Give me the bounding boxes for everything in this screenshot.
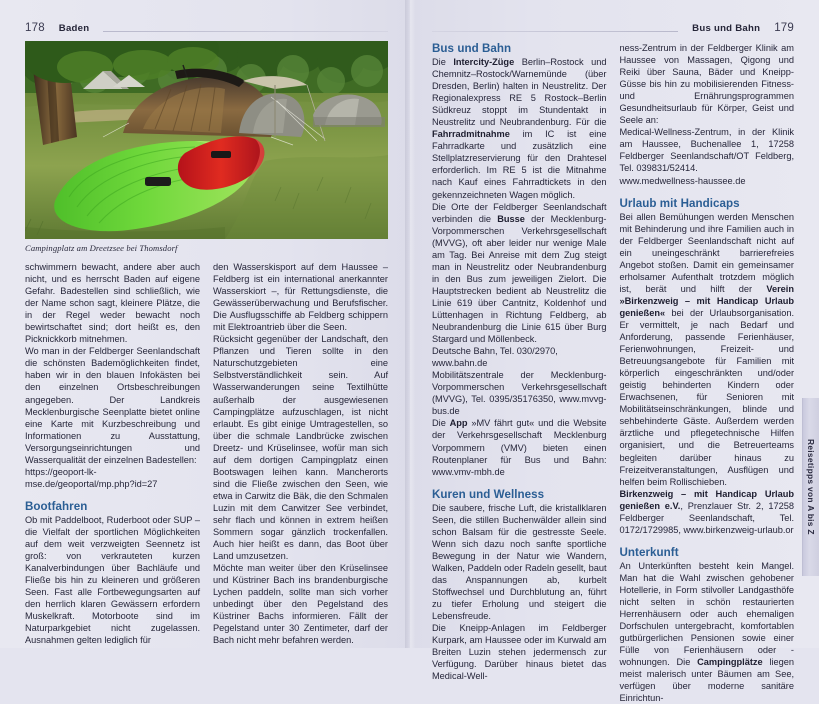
text-run: Berlin–Rostock und Chemnitz–Rostock/Warnemünde (über Dresden, Berlin) halten in Neustrelitz. Der Regionalexpress RE 5 Rostock–Berlin Südkreuz stoppt im Stundentakt in Neustrelitz und Neubrandenburg. Für die <box>432 57 607 128</box>
paragraph <box>620 560 795 704</box>
keyword-birkenzweig: Birkenzweig – mit Handicap Urlaub genießen e.V. <box>619 488 794 511</box>
text-run: Bei allen Bemühungen werden Menschen mit Behinderung und ihre Familien auch in der Feldberger Seenlandschaft nicht auf ein uneingeschränkt barrierefreies Angebot stoßen. Damit ein gemeinsamer erholsamer Aufenthalt trotzdem möglich ist, berät und hilft der <box>619 211 794 294</box>
keyword-fahrradmitnahme: Fahrradmitnahme <box>432 129 510 140</box>
camping-figure <box>25 41 388 253</box>
paragraph <box>620 211 795 488</box>
camping-photo-illustration <box>25 41 388 239</box>
left-column-1 <box>25 261 200 647</box>
text-run: An Unterkünften besteht kein Mangel. Man hat die Wahl zwischen gehobener Hotellerie, in Form stilvoller Landgasthöfe nicht selten in schön restaurierten Herrenhäusern oder auch ehemaligen Dorfschulen untergebracht, komfortablen gutbürgerlichen Pensionen sowie einer Fülle von Ferienhäusern oder -wohnungen. Die <box>619 560 794 668</box>
right-column-1 <box>432 42 607 704</box>
paragraph: Möchte man weiter über den Krüselinsee und Küstriner Bach ins brandenburgische Lychen paddeln, sollte man sich vorher unbedingt über den Pegelstand des Küstriner Bachs informieren. Fällt der Pegelstand unter 30 Zentimeter, darf der Bach nicht mehr befahren werden. <box>213 563 388 646</box>
right-column-2 <box>620 42 795 704</box>
camping-photo <box>25 41 388 239</box>
address-birkenzweig <box>620 488 795 536</box>
text-run: Die <box>432 57 454 67</box>
text-run: Die Orte der Feldberger Seenlandschaft verbinden die <box>432 201 607 224</box>
thumb-tab-reisetipps[interactable] <box>802 398 819 576</box>
keyword-intercity: Intercity-Züge <box>453 57 515 67</box>
section-heading-bootfahren: Bootfahren <box>25 499 88 513</box>
paragraph <box>432 56 607 201</box>
paragraph: ness-Zentrum in der Feldberger Klinik am Haussee von Massagen, Qigong und Reiki über Sauna, Bäder und Kneipp-Güsse bis hin zu mobilisierenden Fitness- und Ernährungsprogrammen Gesundheitsurlaub für Körper, Geist und Seele an: <box>619 43 794 126</box>
left-page-columns <box>25 261 388 647</box>
running-head-rule-right <box>432 31 678 32</box>
paragraph: Wo man in der Feldberger Seenlandschaft die schönsten Bademöglichkeiten findet, haben wir in den blauen Infokästen bei den einzelnen Ortsbeschreibungen angegeben. Der Landkreis Mecklenburgische Seenplatte bietet online eine Karte mit Kurzbeschreibung und Informationen zu Ausstattung, Versorgungseinrichtungen und Wasserqualität der einzelnen Badestellen: <box>25 346 200 465</box>
right-page <box>410 0 819 704</box>
contact-deutsche-bahn: Deutsche Bahn, Tel. 030/2970, www.bahn.de <box>432 346 558 369</box>
running-head-title-right: Bus und Bahn <box>692 23 761 35</box>
text-run: »MV fährt gut« und die Website der Verkehrsgesellschaft Mecklenburg Vorpommern (VMV) bieten einen Routenplaner für Bus und Bahn: www.vmv-mbh.de <box>432 418 607 477</box>
paragraph <box>432 201 607 346</box>
text-run: Die <box>432 418 450 429</box>
running-head-left <box>25 14 388 34</box>
keyword-busse: Busse <box>497 213 525 224</box>
keyword-verein-birkenzweig: Verein »Birkenzweig – mit Handicap Urlaub genießen« <box>619 283 794 318</box>
paragraph: den Wasserskisport auf dem Haussee – Feldberg ist ein international anerkannter Wasserskiort –, für Rettungsdienste, die Gewässerüberwachung und Berufsfischer. Die Ausflugsschiffe ab Feldberg schippern mit Elektroantrieb über die Seen. <box>213 262 388 333</box>
text-run: der Mecklenburg-Vorpommerschen Verkehrsgesellschaft (MVVG), oft aber leider nur wenige Male am Tag. Bei Anreise mit dem Zug steigt man in Neustrelitz oder Neubrandenburg in den Bus zum jeweiligen Zielort. Die Hauptstrecken bedient ab Neustrelitz die Linie 619 über Cantnitz, Koldenhof und Lüttenhagen in Richtung Feldberg, ab Neubrandenburg die Linie 615 über Burg Stargard und Möllenbeck. <box>432 213 607 345</box>
text-run: bei der Urlaubsorganisation. Er vermittelt, je nach Bedarf und Anforderung, passende Ferienhäuser, Ferienwohnungen, Freizeit- und Betreuungsangebote für Familien mit körperlich eingeschränkten und/oder geistig behinderten Kindern oder Erwachsenen, für Senioren mit Mobilitätseinschränkungen, blinde und sehbehinderte Gäste. Außerdem werden ärztliche und pflegetechnische Hilfen organisiert, und die Betreuerteams begleiten darüber hinaus zu Freizeitveranstaltungen, Ausflügen und helfen beim Rollischieben. <box>619 307 794 487</box>
paragraph: Rücksicht gegenüber der Landschaft, den Pflanzen und Tieren sollte in den Naturschutzgebieten eine Selbstverständlichkeit sein. Auf Wasserwanderungen seine Textilhütte außerhalb der ausgewiesenen Campingplätze aufzuschlagen, ist nicht erlaubt. Es gibt einige Umtragestellen, so über die schmale Landbrücke zwischen Dreetz- und Krüselinsee, wofür man sich auf dem dortigen Campingplatz einen Bootswagen leihen kann. Mancherorts sind die Fließe zwischen den Seen, wie etwa in Carwitz die Bäk, die den Schmalen Luzin mit dem Carwitzer See verbindet, sehr flach und können in extrem heißen Sommern sogar gänzlich trockenfallen. Auch hier heißt es dann, das Boot über Land umzusetzen. <box>213 334 388 562</box>
section-heading-urlaub-mit-handicaps: Urlaub mit Handicaps <box>619 196 740 210</box>
paragraph: Die Kneipp-Anlagen im Feldberger Kurpark, am Haussee oder im Kurwald am Breiten Luzin stehen jedermensch zur Verfügung. Darüber hinaus bietet das Medical-Well- <box>432 623 607 682</box>
address-medical-wellness: Medical-Wellness-Zentrum, in der Klinik am Haussee, Buchenallee 1, 17258 Feldberger Seenlandschaft/OT Feldberg, Tel. 039831/52414. <box>619 127 794 174</box>
url-paragraph: https://geoport-lk-mse.de/geoportal/mp.php?id=27 <box>25 466 158 489</box>
folio-left: 178 <box>25 21 45 34</box>
paragraph: Die saubere, frische Luft, die kristallklaren Seen, die stillen Buchenwälder allein sind schon Balsam für die gestresste Seele. Wenn sich dazu noch sanfte sportliche Bewegung in der Natur wie Wandern, Walken, Paddeln oder Radeln gesellt, baut das Anspannungen ab, kurbelt Stoffwechsel und Durchblutung an, führt zu tiefer Erholung und steigert die Lebensfreude. <box>432 502 607 622</box>
contact-mvvg: Mobilitätszentrale der Mecklenburg-Vorpommerschen Verkehrsgesellschaft (MVVG), Tel. 0395/35176350, www.mvvg-bus.de <box>432 370 607 417</box>
left-column-2 <box>213 261 388 647</box>
text-run: liegen meist malerisch unter Bäumen am See, verfügen über moderne sanitäre Einrichtun- <box>619 657 794 704</box>
keyword-app: App <box>449 418 468 429</box>
figure-caption: Campingplatz am Dreetzsee bei Thomsdorf <box>25 243 178 253</box>
keyword-campingplaetze: Campingplätze <box>697 657 763 668</box>
paragraph: Ob mit Paddelboot, Ruderboot oder SUP – die Vielfalt der sportlichen Möglichkeiten auf dem weit verzweigten Seennetz ist groß: von verkrauteten kurzen Kanalverbindungen über Bachläufe und Fließe bis hin zu kleineren und größeren Seen. Fast alle Fortbewegungsarten auf den herrlich klaren Gewässern erfordern Muskelkraft. Motorboote sind im Naturparkgebiet nicht zugelassen. Ausnahmen gelten lediglich für <box>25 514 200 646</box>
text-run: , Prenzlauer Str. 2, 17258 Feldberger Seenlandschaft, Tel. 0172/1729985, www.birkenzweig-urlaub.or <box>619 500 794 535</box>
thumb-tab-label: Reisetipps von A bis Z <box>806 439 816 535</box>
paragraph <box>432 417 607 477</box>
text-run: im IC ist eine Fahrradkarte und zusätzlich eine Stellplatzreservierung für den Drahtesel erforderlich. Im RE 5 ist die Mitnahme nach Kauf eines Fahrradtickets in den gekennzeichneten Wagen möglich. <box>432 129 607 200</box>
section-heading-bus-und-bahn: Bus und Bahn <box>432 42 512 55</box>
running-head-title-left: Baden <box>58 23 90 35</box>
section-heading-unterkunft: Unterkunft <box>619 545 679 559</box>
section-heading-kuren-und-wellness: Kuren und Wellness <box>432 487 545 501</box>
folio-right: 179 <box>774 21 794 34</box>
left-page <box>0 0 410 648</box>
website-medwellness: www.medwellness-haussee.de <box>619 175 746 186</box>
running-head-rule-left <box>103 31 388 32</box>
right-page-columns <box>432 42 794 704</box>
running-head-right <box>432 14 794 34</box>
paragraph: schwimmern bewacht, andere aber auch nicht, und es herrscht Baden auf eigene Gefahr. Badestellen sind schließlich, wie der Name schon sagt, kleinere Plätze, die in der Regel weder bewacht noch bewirtschaftet sind; dort heißt es, den Picknickkorb mitnehmen. <box>25 262 200 345</box>
